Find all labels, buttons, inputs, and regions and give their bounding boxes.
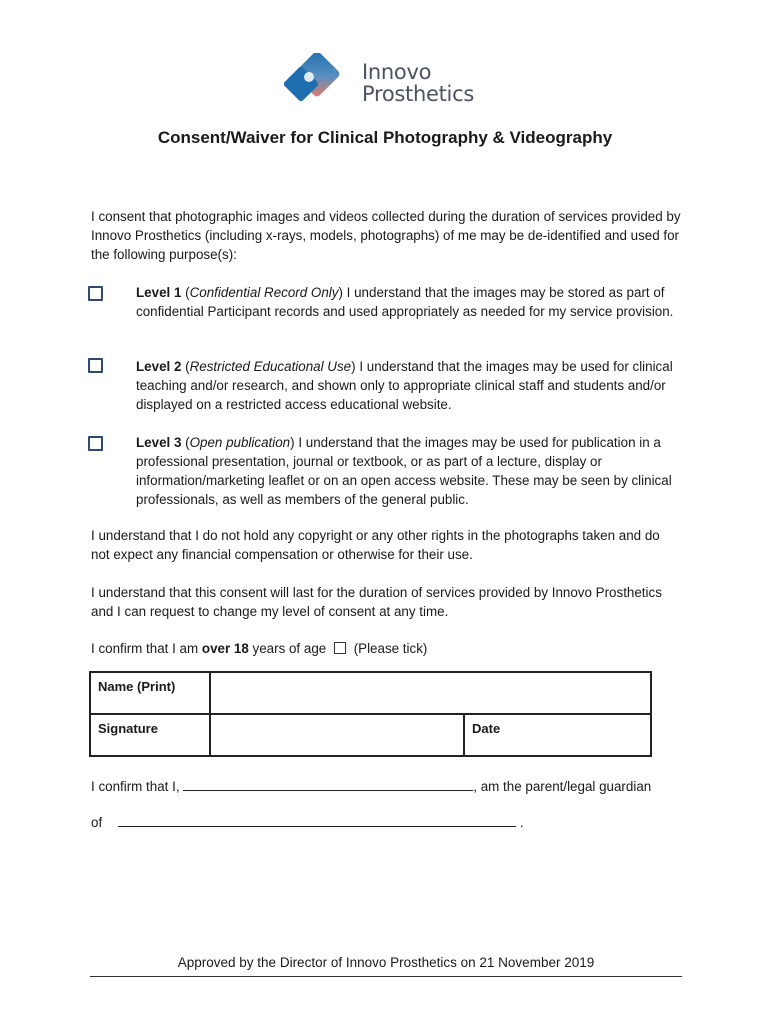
level-3-description: I understand that the images may be used for publication in a professional presentation, journal or textbook, or as part of a lecture, display or information/marketing leaflet or on an open access website. These may be seen by clinical professionals, as well as members of the general public. <box>136 435 672 507</box>
level-2-description: I understand that the images may be used for clinical teaching and/or research, and shown only to appropriate clinical staff and students and/or displayed on a restricted access educational website. <box>136 359 673 412</box>
age-bold: over 18 <box>201 641 249 656</box>
of-label: of <box>91 815 103 830</box>
level-1-qualifier: Confidential Record Only <box>189 285 339 300</box>
level-3-checkbox[interactable] <box>88 436 103 451</box>
child-line <box>91 813 681 832</box>
puzzle-logo-icon <box>284 53 348 111</box>
name-field[interactable] <box>210 672 651 714</box>
level-1-text: Level 1 (Confidential Record Only) I understand that the images may be stored as part of confidential Participant records and used appropriately as needed for my service provision. <box>136 285 674 319</box>
level-2-label: Level 2 <box>136 359 182 374</box>
age-confirmation <box>91 639 681 658</box>
level-1-description: I understand that the images may be stored as part of confidential Participant records and used appropriately as needed for my service provision. <box>136 285 674 319</box>
logo-text <box>362 61 474 105</box>
name-label: Name (Print) <box>90 672 210 714</box>
level-3-label: Level 3 <box>136 435 182 450</box>
guardian-line <box>91 777 681 796</box>
level-3-text: Level 3 (Open publication) I understand that the images may be used for publication in a professional presentation, journal or textbook, or as part of a lecture, display or information/marketing leaflet or on an open access website. These may be seen by clinical professionals, as well as members of the general public. <box>136 435 672 507</box>
date-label: Date <box>472 721 501 736</box>
level-2-text: Level 2 (Restricted Educational Use) I understand that the images may be used for clinical teaching and/or research, and shown only to appropriate clinical staff and students and/or displayed on a restricted access educational website. <box>136 359 673 412</box>
guardian-name-blank[interactable] <box>183 777 473 791</box>
child-line-end: . <box>519 815 524 830</box>
page-title: Consent/Waiver for Clinical Photography & Videography <box>157 128 613 147</box>
logo-line-2: Prosthetics <box>362 82 474 106</box>
copyright-paragraph: I understand that I do not hold any copyright or any other rights in the photographs taken and do not expect any financial compensation or otherwise for their use. <box>91 528 660 562</box>
level-2-checkbox[interactable] <box>88 358 103 373</box>
logo-line-1: Innovo <box>362 60 432 84</box>
age-tick-hint: (Please tick) <box>353 641 428 656</box>
date-field[interactable] <box>464 714 651 756</box>
age-checkbox[interactable] <box>334 642 346 654</box>
guardian-text-before: I confirm that I, <box>91 779 180 794</box>
intro-paragraph: I consent that photographic images and videos collected during the duration of services provided by Innovo Prosthetics (including x-rays, models, photographs) of me may be de-identified and used for the following purpose(s): <box>91 209 681 262</box>
duration-paragraph: I understand that this consent will last for the duration of services provided by Innovo Prosthetics and I can request to change my level of consent at any time. <box>91 585 662 619</box>
level-3-qualifier: Open publication <box>189 435 291 450</box>
level-1-label: Level 1 <box>136 285 182 300</box>
age-text-after: years of age <box>248 641 327 656</box>
guardian-text-after: , am the parent/legal guardian <box>473 779 652 794</box>
level-1-checkbox[interactable] <box>88 286 103 301</box>
level-2-qualifier: Restricted Educational Use <box>189 359 352 374</box>
age-text-before: I confirm that I am <box>91 641 202 656</box>
footer-approval: Approved by the Director of Innovo Prosthetics on 21 November 2019 <box>90 955 682 977</box>
signature-field[interactable] <box>210 714 464 756</box>
child-name-blank[interactable] <box>118 813 516 827</box>
logo <box>284 53 494 111</box>
signature-table <box>89 671 652 757</box>
signature-label: Signature <box>90 714 210 756</box>
